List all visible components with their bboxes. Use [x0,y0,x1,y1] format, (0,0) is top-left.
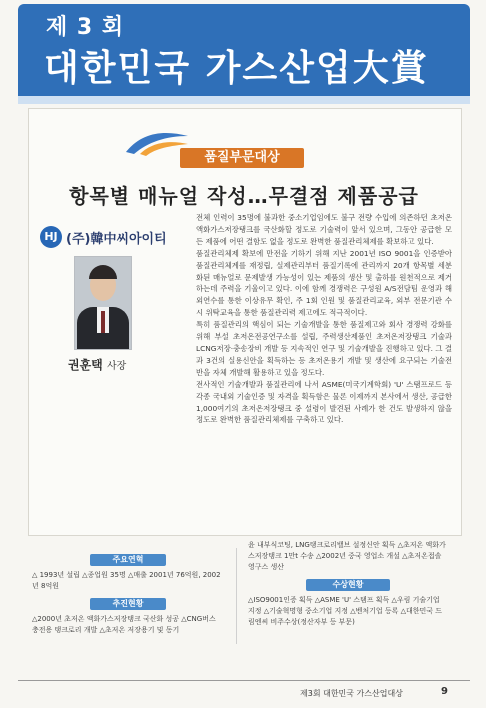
awards-heading: 수상현황 [306,579,390,591]
footer-label: 제3회 대한민국 가스산업대상 [300,689,403,698]
article-body [196,212,452,426]
ongoing-status-heading: 추진현황 [90,598,166,610]
major-history-heading: 주요연혁 [90,554,166,566]
person-role: 사장 [106,361,127,372]
company-logo-icon: HJ [40,226,62,248]
company-facts-left [30,548,226,636]
company-name: (주)韓中씨아이티 [66,232,167,247]
portrait-hair [89,265,117,279]
page-number: 9 [441,686,448,697]
person-name: 권훈택 [68,358,103,372]
edition-label: 제 3 회 [46,15,125,40]
body-paragraph-3: 특히 품질관리의 핵심이 되는 기술개발을 통한 품질제고와 회사 경쟁력 강화를 위해 부설 초저온전공연구소를 설립, 주력생산제품인 초저온저장탱크 기술과 LCNG저장·충송장비 개발 등 지속적인 연구 및 기술개발을 진행하고 있다. 그 결과 3건의 실용신안을 획득하는 등 초저온용기 개발 및 생산에 요구되는 기술전반을 자체 개발해 활용하고 있을 정도다. [196,320,452,377]
category-badge: 품질부문대상 [180,148,304,168]
portrait-tie [101,311,105,333]
person-caption [68,356,126,373]
ongoing-status-continued: 윤 내부식코팅, LNG탱크로리밸브 설정신안 획득 △초저온 액화가스저장탱크 1만t 수송 △2002년 중국 영업소 개설 △초저온접솔영구스 생산 [248,541,446,571]
column-divider [236,548,237,644]
portrait-photo [74,256,132,350]
awards-text: △ISO9001인증 획득 △ASME 'U' 스탬프 획득 △우림 기술기업 지정 △기술혁명형 중소기업 지정 △벤처기업 등록 △대한민국 드림엔씨 비주수상(정산자부 등 부문) [248,596,443,626]
footer-rule [18,680,470,681]
banner-stripe [18,96,470,104]
article-headline: 항목별 매뉴얼 작성…무결점 제품공급 [69,184,419,208]
body-paragraph-2: 품질관리체제 확보에 만전을 기하기 위해 지난 2001년 ISO 9001을 인증받아 품질관리체계를 재정립, 실제관리부터 품질기록에 관리까지 20개 항목별 세분화된 매뉴얼로 문제발생 가능성이 있는 제품의 생산 및 출하를 원천적으로 제거하는데 주력을 기울이고 있다. 이에 함께 경쟁력은 구성원 A/S전담팀 운영과 해외연수를 통한 이상유무 확인, 주 1회 인원 및 품질관리교육, 외부 전문기관 수시 위탁교육을 통한 품질관리력 제고에도 적극적이다. [196,248,452,318]
ongoing-status-text: △2000년 초저온 액화가스저장탱크 국산화 성공 △CNG버스 충전용 탱크로리 개발 △초저온 저장용기 및 동기 [32,615,216,634]
company-facts-right [246,540,450,628]
body-paragraph-1: 전체 인력이 35명에 불과한 중소기업임에도 불구 전량 수입에 의존하던 초저온 액화가스저장탱크를 국산화할 정도로 기술력이 앞서 있으며, 그동안 공급한 모든 제품에 어떤 결함도 없을 정도로 완벽한 품질관리체제를 확보하고 있다. [196,213,452,246]
body-paragraph-4: 전사적인 기술개발과 품질관리에 나서 ASME(미국기계학회) 'U' 스탬프로드 등 각종 국내외 기술인증 및 자격을 획득함은 물론 이제까지 본사에서 생산, 공급한 1,000여기의 초저온저장탱크 중 설령이 발견된 사례가 한 건도 발생하지 않을 정도로 완벽한 품질관리체제를 구축하고 있다. [196,379,452,425]
page-title: 대한민국 가스산업大賞 [44,48,429,89]
major-history-text: △ 1993년 설립 △종업원 35명 △매출 2001년 76억원, 2002년 8억원 [32,571,221,590]
header-banner [18,4,470,96]
